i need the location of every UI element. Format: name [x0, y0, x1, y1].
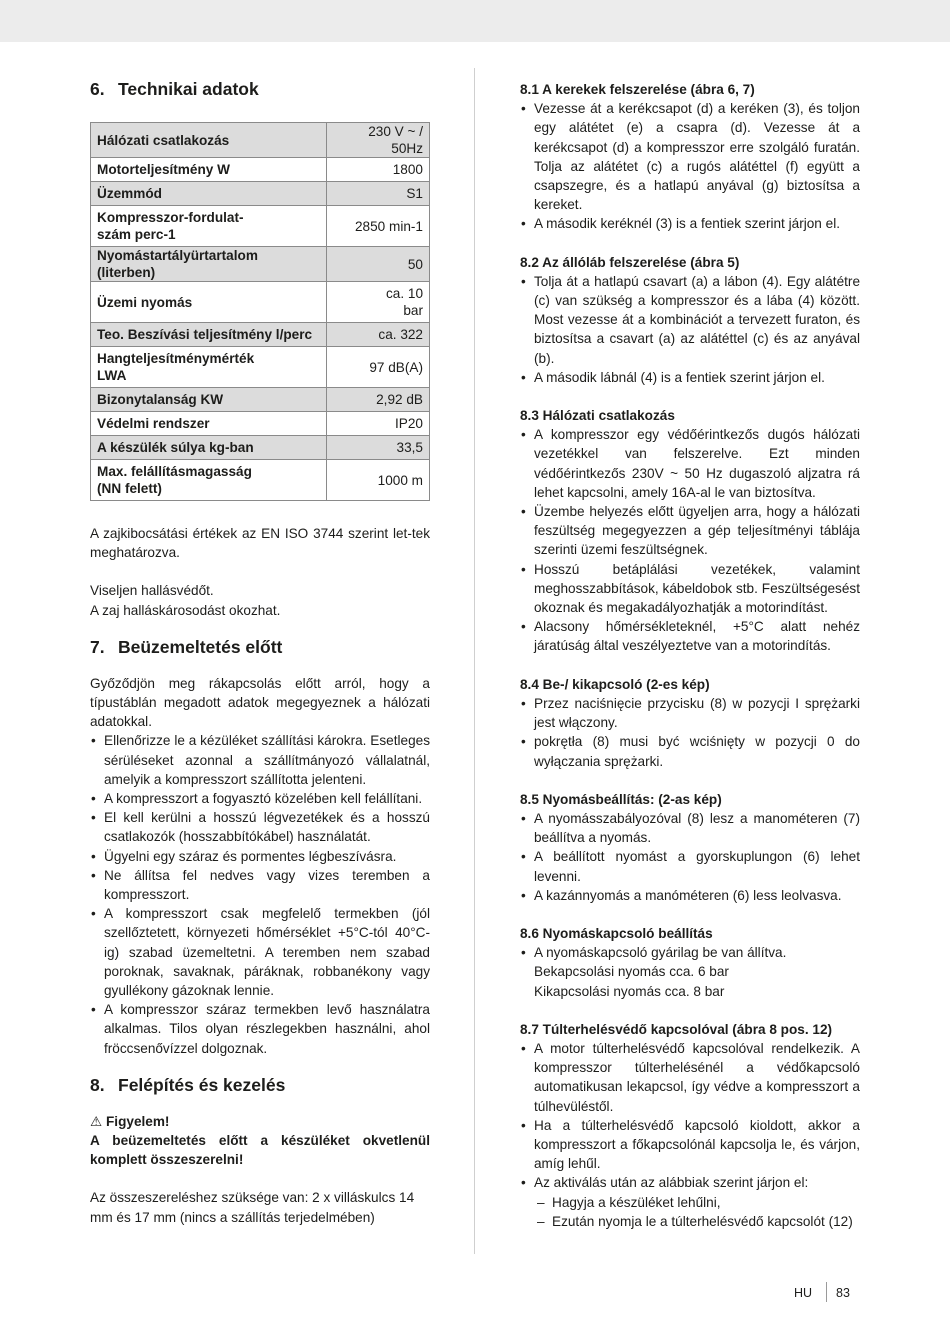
subsection-8-7-heading: 8.7 Túlterhelésvédő kapcsolóval (ábra 8 pos. 12)	[520, 1021, 833, 1037]
subsection-8-2-list	[520, 272, 860, 387]
subsection-8-7-steps	[534, 1193, 860, 1231]
footer-separator	[826, 1282, 827, 1302]
list-item: • Ha a túlterhelésvédő kapcsoló kioldott, akkor a kompresszort a főkapcsolónál kapcsolja le, és várjon, amíg lehűl.	[520, 1116, 860, 1174]
table-row: Motorteljesítmény W 1800	[91, 158, 430, 182]
list-item: • A kompresszort csak megfelelő termekben (jól szellőztetett, környezeti hőmérséklet +5°C-tól 40°C-ig) szabad üzemeltetni. A teremben nem szabad poroknak, savaknak, páráknak, robbanékony vagy gyullékony gázoknak lennie.	[90, 904, 430, 1000]
subsection-8-4-heading: 8.4 Be-/ kikapcsoló (2-es kép)	[520, 676, 710, 692]
list-item: • A kazánnyomás a manóméteren (6) less leolvasva.	[520, 886, 860, 905]
table-row: Üzemi nyomás ca. 10 bar	[91, 282, 430, 323]
list-item: • Hosszú betáplálási vezetékek, valamint meghosszabbítások, kábeldobok stb. Feszültségesést okoznak és megakadályozhatják a motorindítást.	[520, 560, 860, 618]
subsection-8-4-list	[520, 694, 860, 771]
list-item: • Przez naciśnięcie przycisku (8) w pozycji I sprężarki jest włączony.	[520, 694, 860, 732]
table-row: Üzemmód S1	[91, 182, 430, 206]
list-item: • Ügyelni egy száraz és pormentes légbeszívásra.	[90, 847, 430, 866]
list-item: • Vezesse át a kerékcsapot (d) a keréken (3), és toljon egy alátétet (e) a csapra (d). Vezesse át a kerékcsapot (d) a kompresszor erre szolgáló furatán. Tolja az alátétet (c) a rugós alátéttel (f) együtt a csapszegre, és a hatlapú anyával (g) biztosítsa a kereket.	[520, 99, 860, 214]
hearing-protection-line: Viseljen hallásvédőt.	[90, 583, 214, 599]
top-gray-bar	[0, 0, 950, 42]
subsection-8-6-list	[520, 943, 860, 1001]
list-item: • Tolja át a hatlapú csavart (a) a lábon (4). Egy alátétre (c) van szükség a kompresszor és a lába (4) között. Most vezesse át a kombinációt a tervezett furaton, és biztosítsa a csavart (a) az alátéttel (c) és az anyával (b).	[520, 272, 860, 368]
subsection-8-1-list	[520, 99, 860, 233]
list-item: • A kompresszort a fogyasztó közelében kell felállítani.	[90, 789, 430, 808]
table-row: Teo. Beszívási teljesítmény l/perc ca. 322	[91, 323, 430, 347]
list-item: • A második keréknél (3) is a fentiek szerint járjon el.	[520, 214, 860, 233]
list-item: • A nyomáskapcsoló gyárilag be van állítva. Bekapcsolási nyomás cca. 6 bar Kikapcsolási nyomás cca. 8 bar	[520, 943, 860, 1001]
list-item: • Ellenőrizze le a kézüléket szállítási károkra. Esetleges sérüléseket azonnal a szállítmányozó vállalatnál, amelyik a kompresszort szállította jelenteni.	[90, 731, 430, 789]
table-row: Védelmi rendszer IP20	[91, 412, 430, 436]
section-7-bullet-list	[90, 731, 430, 1057]
footer-language: HU	[794, 1286, 813, 1300]
subsection-8-5-list	[520, 809, 860, 905]
table-row: Hálózati csatlakozás 230 V ~ / 50Hz	[91, 123, 430, 158]
section-7-intro: Győződjön meg rákapcsolás előtt arról, hogy a típustáblán megadott adatok megegyeznek a hálózati adatokkal.	[90, 675, 430, 730]
subsection-8-6-heading: 8.6 Nyomáskapcsoló beállítás	[520, 925, 713, 941]
list-item: • pokrętła (8) musi być wciśnięty w pozycji 0 do wyłączania sprężarki.	[520, 732, 860, 770]
warning-title: ⚠ Figyelem!	[90, 1112, 430, 1131]
table-row: Nyomástartályürtartalom (literben) 50	[91, 247, 430, 282]
list-item: • A kompresszor száraz termekben levő használatra alkalmas. Tilos olyan részlegekben használni, ahol fröccsenővízzel dolgoznak.	[90, 1000, 430, 1058]
noise-note: A zajkibocsátási értékek az EN ISO 3744 szerint let-tek meghatározva.	[90, 526, 430, 561]
list-item: • El kell kerülni a hosszú légvezetékek és a hosszú csatlakozók (hosszabbítókábel) használatát.	[90, 808, 430, 846]
list-item: • A kompresszor egy védőérintkezős dugós hálózati vezetékkel van felszerelve. Ezt minden védőérintkezős 230V ~ 50 Hz dugaszoló aljzatra rá lehet kapcsolni, amely 16A-al le van biztosítva.	[520, 425, 860, 502]
list-item: • Az aktiválás után az alábbiak szerint járjon el:	[520, 1173, 860, 1192]
subsection-8-7-list	[520, 1039, 860, 1193]
subsection-8-1-heading: 8.1 A kerekek felszerelése (ábra 6, 7)	[520, 82, 755, 97]
table-row: Hangteljesítménymérték LWA 97 dB(A)	[91, 347, 430, 388]
list-item: • A beállított nyomást a gyorskuplungon (6) lehet levenni.	[520, 847, 860, 885]
list-item: • Ne állítsa fel nedves vagy vizes teremben a kompresszort.	[90, 866, 430, 904]
table-row: Kompresszor-fordulat- szám perc-1 2850 min-1	[91, 206, 430, 247]
warning-text: A beüzemeltetés előtt a készüléket okvetlenül komplett összeszerelni!	[90, 1133, 430, 1168]
section-6-heading: 6. Technikai adatok	[90, 79, 259, 99]
subsection-8-3-heading: 8.3 Hálózati csatlakozás	[520, 408, 675, 424]
table-row: Max. felállításmagasság (NN felett) 1000 m	[91, 460, 430, 501]
column-divider	[474, 68, 475, 1254]
table-row: Bizonytalanság KW 2,92 dB	[91, 388, 430, 412]
section-8-heading: 8. Felépítés és kezelés	[90, 1074, 286, 1095]
right-column	[520, 80, 860, 1231]
list-item: – Hagyja a készüléket lehűlni,	[534, 1193, 860, 1212]
table-row: A készülék súlya kg-ban 33,5	[91, 436, 430, 460]
subsection-8-3-list	[520, 425, 860, 655]
page-number: 83	[836, 1286, 850, 1300]
section-7-heading: 7. Beüzemeltetés előtt	[90, 636, 283, 657]
list-item: • A motor túlterhelésvédő kapcsolóval rendelkezik. A kompresszor túlterhelésénél a védőkapcsoló automatikusan lekapcsol, így védve a kompresszort a túlhevüléstől.	[520, 1039, 860, 1116]
subsection-8-5-heading: 8.5 Nyomásbeállítás: (2-as kép)	[520, 791, 722, 807]
left-column	[90, 78, 430, 1227]
tools-required-text: Az összeszereléshez szüksége van: 2 x villáskulcs 14 mm és 17 mm (nincs a szállítás terjedelmében)	[90, 1190, 415, 1225]
subsection-8-2-heading: 8.2 Az állóláb felszerelése (ábra 5)	[520, 254, 740, 270]
list-item: • A második lábnál (4) is a fentiek szerint járjon el.	[520, 368, 860, 387]
hearing-damage-line: A zaj halláskárosodást okozhat.	[90, 602, 281, 618]
list-item: • Alacsony hőmérsékleteknél, +5°C alatt nehéz járatúság által veszélyeztetve van a motorindítás.	[520, 617, 860, 655]
list-item: • Üzembe helyezés előtt ügyeljen arra, hogy a hálózati feszültség megegyezzen a gép teljesítményi táblája szerinti üzemi feszültségnek.	[520, 502, 860, 560]
warning-triangle-icon: ⚠	[90, 1113, 103, 1129]
list-item: • A nyomásszabályozóval (8) lesz a manométeren (7) beállítva a nyomás.	[520, 809, 860, 847]
list-item: – Ezután nyomja le a túlterhelésvédő kapcsolót (12)	[534, 1212, 860, 1231]
technical-data-table	[90, 122, 430, 501]
